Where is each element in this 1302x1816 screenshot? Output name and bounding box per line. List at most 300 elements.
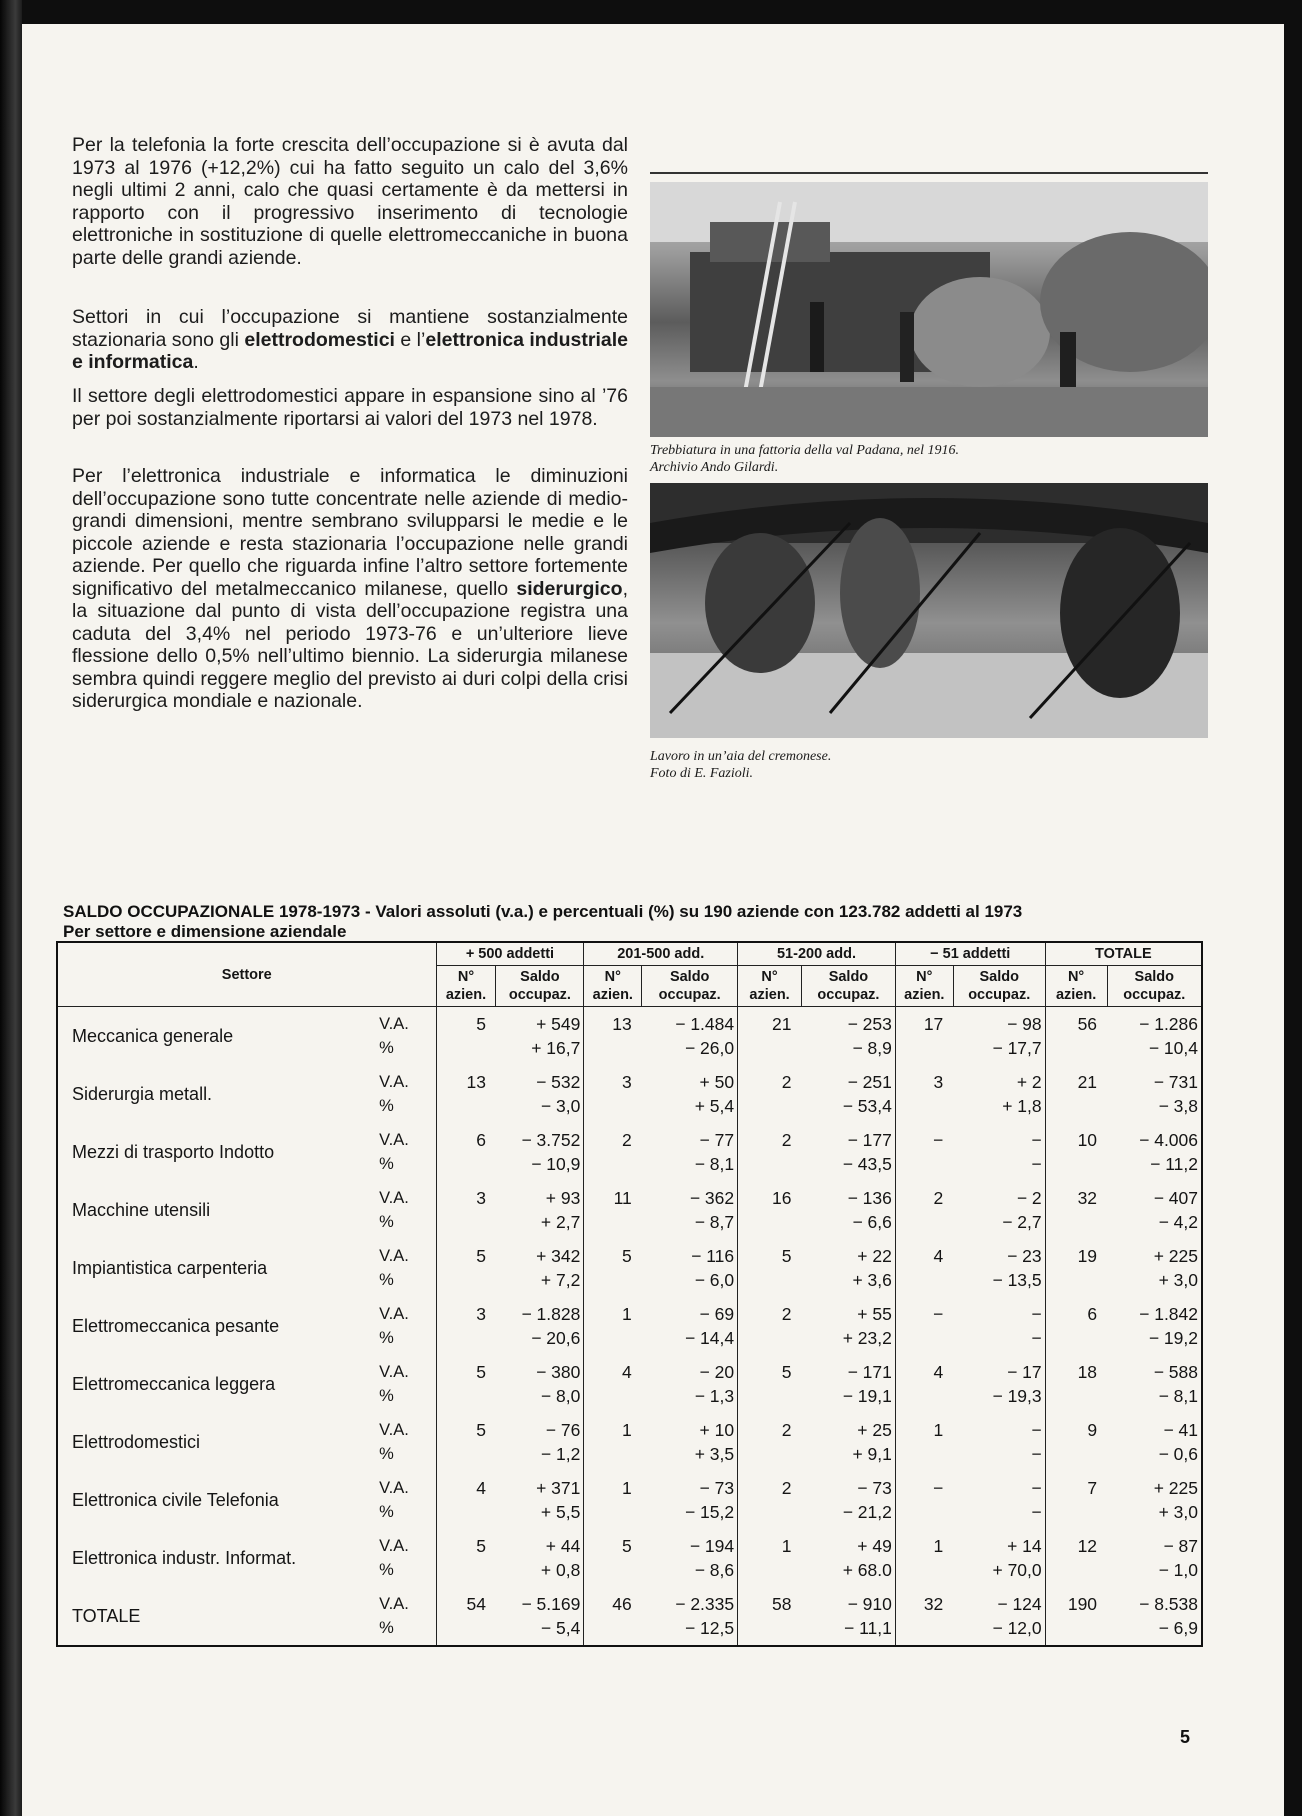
cell-text-line [899,1558,943,1582]
cell-text-line: + 3,0 [1158,1502,1198,1522]
cell-saldo-occupaz [642,1471,738,1529]
caption-line: Trebbiatura in una fattoria della val Padana, nel 1916. [650,443,960,458]
cell-text-line: 18 [1077,1362,1098,1382]
cell-n-aziende [895,1587,953,1646]
cell-text-line [741,1326,791,1350]
cell-text-line: % [379,1039,394,1057]
cell-text-line [741,1268,791,1292]
cell-text-line: 5 [476,1014,486,1034]
cell-text-line [587,1326,631,1350]
caption-line: Foto di E. Fazioli. [650,766,754,781]
cell-saldo-occupaz [642,1007,738,1066]
cell-text-line: − 8,1 [1158,1386,1198,1406]
cell-text-line: − 8,7 [694,1212,735,1232]
cell-saldo-occupaz [496,1413,584,1471]
header-group-under-51: − 51 addetti [895,942,1045,966]
cell-text-line: − 253 [847,1014,892,1034]
cell-text-line: 5 [622,1536,632,1556]
cell-text-line [1049,1442,1097,1466]
cell-text-line: azien. [904,987,945,1003]
cell-text-line [440,1500,486,1524]
cell-text-line: V.A. [379,1421,409,1439]
table-row [57,1181,1202,1239]
cell-text-line: − 124 [997,1594,1042,1614]
table-row [57,1529,1202,1587]
row-settore-label: Elettromeccanica pesante [72,1316,280,1336]
cell-text-line [741,1094,791,1118]
cell-saldo-occupaz [496,1587,584,1646]
cell-saldo-occupaz [802,1587,896,1646]
cell-text-line: − 731 [1153,1072,1198,1092]
cell-text-line: 1 [933,1420,944,1440]
cell-text-line: 3 [933,1072,944,1092]
cell-text-line: − 76 [545,1420,581,1440]
cell-text-line: − 10,9 [531,1154,581,1174]
cell-text-line: 1 [622,1420,632,1440]
cell-text-line: + 9,1 [852,1444,892,1464]
subheader-saldo-occupaz [802,966,896,1007]
cell-text-line: V.A. [379,1189,409,1207]
header-group-51-200: 51-200 add. [738,942,896,966]
cell-saldo-occupaz [496,1529,584,1587]
cell-text-line: occupaz. [817,987,880,1003]
cell-text-line: − [933,1130,944,1150]
cell-text-line [440,1036,486,1060]
cell-text-line: azien. [1055,987,1097,1003]
paragraph-text: , la situazione dal punto di vista dell’occupazione registra una caduta del 3,4% nel periodo 1973-76 e un’ulteriore lieve flessione dello 0,5% nell’ultimo biennio. La siderurgia milanese sembra quindi reggere meglio del previsto ai duri colpi della crisi siderurgica mondiale e nazionale. [72,577,628,712]
cell-saldo-occupaz [642,1355,738,1413]
cell-text-line: V.A. [379,1131,409,1149]
cell-text-line: + 2 [1016,1072,1042,1092]
cell-text-line: % [379,1155,394,1173]
cell-text-line [899,1210,943,1234]
cell-n-aziende [1045,1529,1107,1587]
paragraph-text: Il settore degli elettrodomestici appare in espansione sino al ’76 per poi sostanzialmente riportarsi ai valori del 1973 nel 1978. [72,385,628,430]
cell-text-line: N° [761,969,778,985]
cell-text-line: − 8,9 [852,1038,892,1058]
cell-text-line: N° [916,969,933,985]
cell-n-aziende [738,1529,802,1587]
caption-line: Archivio Ando Gilardi. [650,460,779,475]
cell-text-line: + 5,4 [694,1096,735,1116]
cell-text-line: 2 [781,1304,792,1324]
cell-text-line: 46 [612,1594,632,1614]
cell-text-line: N° [604,969,621,985]
cell-text-line: Saldo [828,969,869,985]
cell-text-line: + 0,8 [540,1560,581,1580]
cell-text-line: occupaz. [968,987,1031,1003]
cell-text-line [587,1558,631,1582]
cell-saldo-occupaz [642,1587,738,1646]
cell-text-line: − 588 [1153,1362,1198,1382]
photo-trebbiatura [650,182,1208,437]
cell-n-aziende [738,1355,802,1413]
row-settore-label: Elettronica industr. Informat. [72,1548,297,1568]
paragraph-text: e l’ [394,328,426,351]
cell-text-line [587,1384,631,1408]
cell-n-aziende [436,1413,496,1471]
cell-text-line: V.A. [379,1305,409,1323]
cell-text-line: − [1031,1130,1042,1150]
cell-saldo-occupaz [953,1181,1045,1239]
cell-text-line: 4 [622,1362,632,1382]
cell-text-line [1049,1036,1097,1060]
cell-text-line [741,1616,791,1640]
cell-n-aziende [1045,1297,1107,1355]
cell-text-line: − [1031,1328,1042,1348]
cell-text-line: + 5,5 [540,1502,581,1522]
cell-n-aziende [738,1587,802,1646]
cell-text-line: 32 [923,1594,944,1614]
table-title [63,902,1213,942]
row-unit-labels [376,1355,436,1413]
cell-text-line: 21 [1077,1072,1098,1092]
cell-text-line: − 194 [689,1536,735,1556]
cell-text-line: 17 [923,1014,944,1034]
cell-text-line: − 20 [699,1362,735,1382]
cell-text-line: − 5.169 [521,1594,581,1614]
row-unit-labels [376,1587,436,1646]
cell-text-line [899,1384,943,1408]
cell-text-line [587,1152,631,1176]
cell-text-line: − 43,5 [842,1154,892,1174]
cell-text-line: 2 [781,1478,792,1498]
cell-text-line: + 3,6 [852,1270,892,1290]
cell-text-line: azien. [445,987,487,1003]
cell-text-line: Saldo [669,969,710,985]
cell-n-aziende [584,1123,642,1181]
cell-text-line: − 8.538 [1139,1594,1198,1614]
cell-text-line [587,1036,631,1060]
cell-text-line: 5 [476,1362,486,1382]
cell-saldo-occupaz [1107,1239,1202,1297]
table-row [57,1007,1202,1066]
cell-saldo-occupaz [496,1297,584,1355]
cell-text-line: − 69 [699,1304,735,1324]
cell-n-aziende [584,1065,642,1123]
cell-n-aziende [1045,1471,1107,1529]
subheader-saldo-occupaz [953,966,1045,1007]
cell-text-line [1049,1268,1097,1292]
threshing-scene-illustration [650,182,1208,437]
cell-text-line: % [379,1271,394,1289]
cell-text-line: 10 [1077,1130,1098,1150]
cell-text-line: 3 [622,1072,632,1092]
cell-text-line: − 171 [847,1362,892,1382]
cell-text-line: + 49 [857,1536,892,1556]
cell-n-aziende [738,1297,802,1355]
cell-text-line [899,1616,943,1640]
cell-n-aziende [436,1007,496,1066]
cell-text-line: − 2 [1016,1188,1042,1208]
cell-text-line: − [933,1478,944,1498]
cell-n-aziende [738,1065,802,1123]
cell-saldo-occupaz [642,1413,738,1471]
table-row [57,1239,1202,1297]
cell-saldo-occupaz [1107,1181,1202,1239]
bold-term-elettronica: elettronica industriale e informatica [72,328,628,373]
cell-text-line: 19 [1077,1246,1098,1266]
cell-n-aziende [436,1587,496,1646]
cell-text-line: azien. [749,987,790,1003]
cell-n-aziende [436,1471,496,1529]
cell-text-line: − 8,0 [540,1386,581,1406]
table-row [57,1123,1202,1181]
cell-text-line: − 3,0 [540,1096,581,1116]
cell-saldo-occupaz [802,1471,896,1529]
cell-text-line: − 2,7 [1002,1212,1042,1232]
caption-line: Lavoro in un’aia del cremonese. [650,749,832,764]
cell-saldo-occupaz [1107,1297,1202,1355]
cell-saldo-occupaz [1107,1007,1202,1066]
cell-text-line: occupaz. [658,987,721,1003]
cell-text-line: − 21,2 [842,1502,892,1522]
subheader-saldo-occupaz [1107,966,1202,1007]
cell-text-line: − [1031,1502,1042,1522]
cell-text-line: − 17 [1007,1362,1042,1382]
cell-n-aziende [584,1007,642,1066]
cell-text-line: + 44 [545,1536,581,1556]
cell-text-line: Saldo [979,969,1019,985]
cell-text-line: 13 [466,1072,486,1092]
cell-n-aziende [895,1471,953,1529]
row-settore-label: Siderurgia metall. [72,1084,213,1104]
cell-n-aziende [1045,1355,1107,1413]
cell-text-line: 12 [1077,1536,1098,1556]
cell-n-aziende [436,1355,496,1413]
photo-rule [650,172,1208,174]
paragraph-text: . [193,351,199,373]
row-settore-label: Impiantistica carpenteria [72,1258,268,1278]
cell-text-line: − 532 [536,1072,581,1092]
cell-text-line: N° [1067,969,1085,985]
cell-text-line [587,1442,631,1466]
cell-saldo-occupaz [802,1123,896,1181]
cell-saldo-occupaz [953,1239,1045,1297]
cell-text-line: 56 [1077,1014,1098,1034]
cell-n-aziende [895,1529,953,1587]
cell-text-line: 190 [1067,1594,1098,1614]
header-group-201-500: 201-500 add. [584,942,738,966]
cell-saldo-occupaz [642,1181,738,1239]
cell-text-line: − 12,5 [684,1618,735,1638]
cell-n-aziende [738,1181,802,1239]
cell-text-line: V.A. [379,1537,409,1555]
cell-text-line: + 7,2 [540,1270,581,1290]
cell-text-line [440,1152,486,1176]
cell-saldo-occupaz [953,1007,1045,1066]
cell-text-line: occupaz. [1123,987,1186,1003]
cell-n-aziende [738,1239,802,1297]
cell-text-line: + 549 [536,1014,581,1034]
cell-text-line: − 73 [699,1478,735,1498]
cell-saldo-occupaz [1107,1529,1202,1587]
cell-saldo-occupaz [802,1297,896,1355]
cell-text-line [440,1094,486,1118]
cell-text-line: − 1,3 [694,1386,735,1406]
cell-text-line [440,1268,486,1292]
cell-saldo-occupaz [802,1529,896,1587]
cell-text-line [440,1326,486,1350]
cell-text-line [741,1384,791,1408]
header-settore: Settore [57,942,436,1007]
cell-text-line: − 11,2 [1150,1154,1198,1174]
cell-text-line: N° [457,969,475,985]
cell-n-aziende [895,1065,953,1123]
cell-text-line [440,1210,486,1234]
cell-text-line: − [1031,1154,1042,1174]
bold-term-elettrodomestici: elettrodomestici [244,328,395,351]
cell-n-aziende [738,1471,802,1529]
cell-text-line: − [933,1304,944,1324]
table-title-line: SALDO OCCUPAZIONALE 1978-1973 - Valori assoluti (v.a.) e percentuali (%) su 190 aziende con 123.782 addetti al 1973 [63,902,1023,921]
cell-text-line: + 2,7 [540,1212,581,1232]
cell-text-line: + 55 [857,1304,892,1324]
cell-text-line: + 225 [1153,1246,1198,1266]
cell-text-line: % [379,1329,394,1347]
cell-text-line: − 15,2 [684,1502,735,1522]
cell-text-line [587,1094,631,1118]
cell-n-aziende [584,1413,642,1471]
cell-saldo-occupaz [953,1471,1045,1529]
cell-text-line: + 50 [699,1072,735,1092]
cell-n-aziende [1045,1239,1107,1297]
subheader-n-aziende [738,966,802,1007]
cell-n-aziende [895,1297,953,1355]
row-settore-label: Elettromeccanica leggera [72,1374,276,1394]
cell-n-aziende [738,1007,802,1066]
row-unit-labels [376,1123,436,1181]
cell-saldo-occupaz [642,1065,738,1123]
saldo-occupazionale-table [56,941,1203,1647]
row-unit-labels [376,1413,436,1471]
cell-text-line: 6 [1087,1304,1098,1324]
cell-text-line: 2 [622,1130,632,1150]
table-row [57,1355,1202,1413]
cell-text-line: V.A. [379,1479,409,1497]
cell-saldo-occupaz [802,1007,896,1066]
cell-text-line: − 20,6 [531,1328,581,1348]
cell-text-line: − 23 [1007,1246,1042,1266]
row-unit-labels [376,1297,436,1355]
cell-saldo-occupaz [953,1355,1045,1413]
paragraph-text: Per l’elettronica industriale e informatica le diminuzioni dell’occupazione sono tutte concentrate nelle aziende di medio-grandi dimensioni, mentre sembrano svilupparsi le medie e le piccole aziende e resta stazionaria l’occupazione nelle grandi aziende. Per quello che riguarda infine l’altro settore fortemente significativo del metalmeccanico milanese, quello [72,465,628,600]
cell-text-line [741,1152,791,1176]
cell-saldo-occupaz [953,1297,1045,1355]
cell-text-line: − 177 [847,1130,892,1150]
table-row [57,1065,1202,1123]
cell-saldo-occupaz [953,1529,1045,1587]
cell-n-aziende [1045,1587,1107,1646]
cell-saldo-occupaz [496,1123,584,1181]
cell-saldo-occupaz [1107,1587,1202,1646]
cell-text-line [899,1094,943,1118]
cell-text-line: + 342 [536,1246,581,1266]
cell-text-line: 5 [781,1362,792,1382]
cell-text-line: − 98 [1007,1014,1042,1034]
cell-text-line: 9 [1087,1420,1098,1440]
cell-text-line: + 225 [1153,1478,1198,1498]
cell-n-aziende [436,1123,496,1181]
cell-text-line: 7 [1087,1478,1098,1498]
cell-text-line [899,1442,943,1466]
cell-text-line [741,1500,791,1524]
cell-text-line [440,1558,486,1582]
cell-text-line: − 362 [689,1188,735,1208]
cell-text-line: 3 [476,1304,486,1324]
cell-text-line: 11 [613,1188,632,1208]
subheader-n-aziende [895,966,953,1007]
cell-saldo-occupaz [802,1413,896,1471]
cell-text-line: + 14 [1007,1536,1042,1556]
cell-text-line: 1 [933,1536,944,1556]
cell-text-line: Saldo [1134,969,1175,985]
cell-text-line: − 11,1 [844,1618,892,1638]
cell-text-line: − 19,2 [1148,1328,1198,1348]
subheader-saldo-occupaz [642,966,738,1007]
cell-text-line: − 1,0 [1158,1560,1198,1580]
cell-text-line: + 23,2 [842,1328,892,1348]
cell-text-line [899,1500,943,1524]
cell-text-line [1049,1152,1097,1176]
cell-saldo-occupaz [496,1181,584,1239]
cell-saldo-occupaz [642,1239,738,1297]
cell-text-line: Saldo [520,969,560,985]
cell-n-aziende [436,1529,496,1587]
cell-text-line: 2 [933,1188,944,1208]
cell-text-line: % [379,1619,394,1637]
cell-text-line: − 380 [536,1362,581,1382]
cell-text-line: − 12,0 [992,1618,1042,1638]
cell-n-aziende [436,1239,496,1297]
cell-n-aziende [436,1065,496,1123]
cell-text-line: 1 [622,1304,632,1324]
cell-text-line: V.A. [379,1073,409,1091]
cell-text-line: − 116 [691,1246,735,1266]
cell-text-line: % [379,1561,394,1579]
cell-text-line [440,1384,486,1408]
cell-text-line: 21 [772,1014,792,1034]
cell-text-line: − 26,0 [684,1038,735,1058]
paragraph-text: Settori in cui l’occupazione si mantiene sostanzialmente stazionaria sono gli [72,306,628,351]
cell-text-line: azien. [592,987,633,1003]
cell-n-aziende [895,1123,953,1181]
subheader-n-aziende [436,966,496,1007]
cell-n-aziende [584,1587,642,1646]
cell-saldo-occupaz [642,1529,738,1587]
cell-text-line: + 25 [857,1420,892,1440]
cell-text-line: − 17,7 [992,1038,1042,1058]
row-unit-labels [376,1471,436,1529]
cell-text-line: + 371 [536,1478,581,1498]
cell-n-aziende [584,1529,642,1587]
cell-text-line [899,1326,943,1350]
cell-text-line: − 19,3 [992,1386,1042,1406]
cell-text-line [741,1558,791,1582]
cell-text-line: − 73 [857,1478,892,1498]
cell-n-aziende [1045,1007,1107,1066]
cell-saldo-occupaz [1107,1123,1202,1181]
paragraph-telefonia [72,134,628,269]
cell-text-line: − 41 [1163,1420,1198,1440]
cell-text-line: + 22 [857,1246,892,1266]
cell-saldo-occupaz [642,1297,738,1355]
cell-text-line: + 16,7 [531,1038,581,1058]
cell-text-line: − [1031,1444,1042,1464]
cell-text-line: occupaz. [508,987,571,1003]
cell-text-line: − 19,1 [842,1386,892,1406]
cell-text-line: % [379,1387,394,1405]
